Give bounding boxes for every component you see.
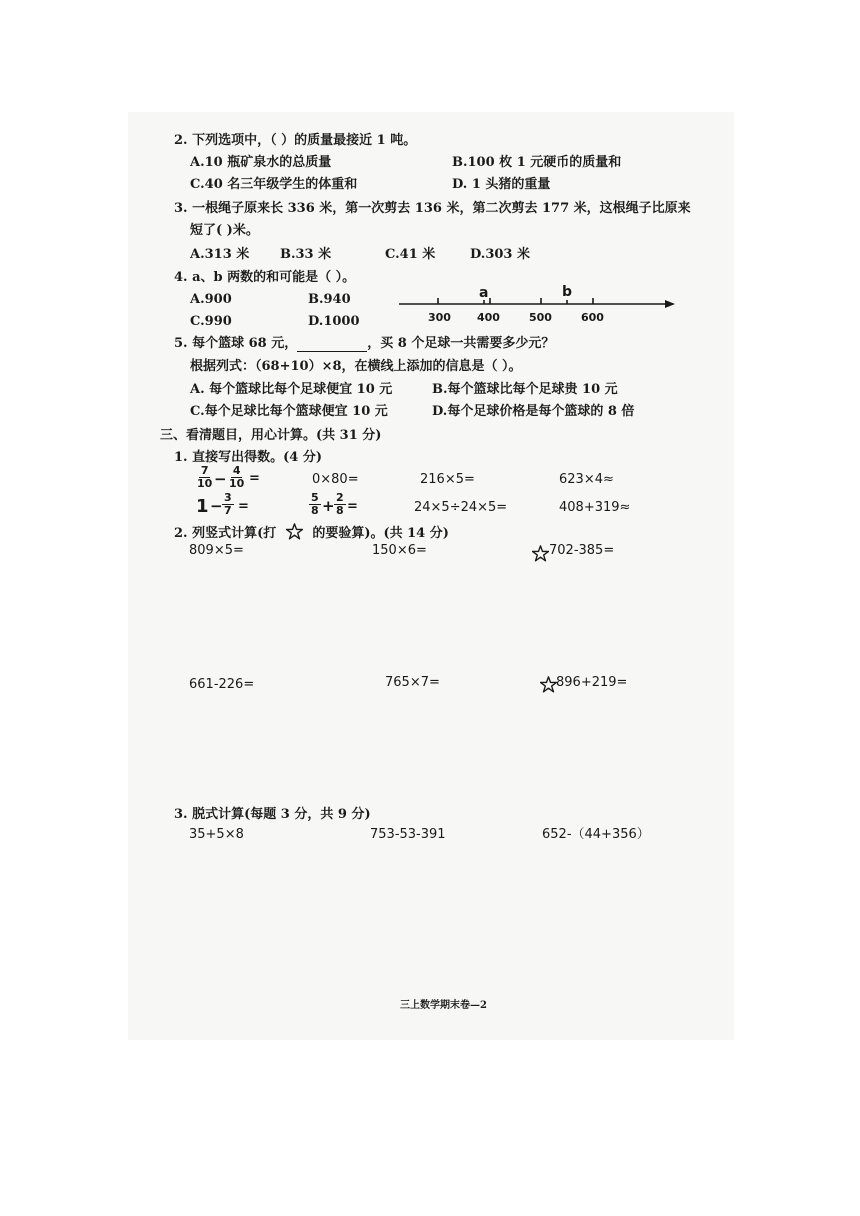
tick-label-600: 600 [581, 311, 604, 324]
fraction-denominator: 7 [224, 504, 232, 517]
number-line [395, 285, 680, 311]
fraction-numerator: 5 [311, 491, 319, 504]
q3-option-a: A.313 米 [190, 247, 250, 262]
fraction-3-7 [222, 492, 234, 517]
part2-title-post: 的要验算)。(共 14 分) [312, 526, 449, 541]
tick-label-500: 500 [529, 311, 552, 324]
q2-option-d: D. 1 头猪的重量 [452, 177, 551, 192]
q4-option-d: D.1000 [308, 314, 360, 329]
q3-stem-line1: 3. 一根绳子原来长 336 米，第一次剪去 136 米，第二次剪去 177 米，这根绳子比原来 [174, 201, 691, 216]
minus-sign: − [214, 470, 227, 488]
q5-stem-pre: 5. 每个篮球 68 元， [174, 336, 298, 351]
calc-216x5: 216×5= [420, 472, 475, 487]
equals-sign: = [238, 499, 249, 514]
vertical-calc-896-plus-219: 896+219= [556, 675, 628, 690]
star-icon [286, 523, 303, 540]
fraction-numerator: 2 [336, 491, 344, 504]
step-calc-3: 652-（44+356） [542, 827, 650, 842]
q5-option-a: A. 每个篮球比每个足球便宜 10 元 [190, 382, 393, 397]
q5-option-b: B.每个篮球比每个足球贵 10 元 [432, 382, 618, 397]
step-calc-2: 753-53-391 [370, 827, 446, 842]
tick-label-400: 400 [477, 311, 500, 324]
fraction-4-10 [227, 465, 246, 490]
vertical-calc-765x7: 765×7= [385, 675, 440, 690]
fraction-5-8 [309, 492, 321, 517]
calc-24x5-div-24x5: 24×5÷24×5= [414, 500, 508, 515]
fraction-denominator: 10 [229, 477, 245, 490]
q2-option-a: A.10 瓶矿泉水的总质量 [190, 155, 332, 170]
vertical-calc-150x6: 150×6= [372, 543, 427, 558]
q4-stem: 4. a、b 两数的和可能是（ ）。 [174, 270, 356, 285]
q2-stem: 2. 下列选项中，（ ）的质量最接近 1 吨。 [174, 133, 417, 148]
q5-answer-blank [297, 339, 367, 352]
q5-stem-post: ，买 8 个足球一共需要多少元？ [367, 336, 555, 351]
fraction-7-10 [195, 465, 214, 490]
page-footer: 三上数学期末卷—2 [400, 1000, 487, 1011]
q2-option-b: B.100 枚 1 元硬币的质量和 [452, 155, 622, 170]
number-one: 1 [196, 496, 209, 517]
q3-option-d: D.303 米 [470, 247, 530, 262]
fraction-numerator: 3 [224, 491, 232, 504]
part2-title [174, 523, 449, 542]
step-calc-1: 35+5×8 [189, 827, 244, 842]
point-b-label: b [562, 284, 573, 300]
fraction-2-8 [334, 492, 346, 517]
vertical-calc-809x5: 809×5= [189, 543, 244, 558]
star-icon [540, 676, 557, 693]
calc-0x80: 0×80= [312, 472, 359, 487]
q3-stem-line2: 短了( )米。 [190, 223, 259, 238]
star-icon [532, 545, 549, 562]
plus-sign: + [322, 497, 335, 515]
vertical-calc-661-226: 661-226= [189, 677, 255, 692]
q4-option-b: B.940 [308, 292, 351, 307]
tick-label-300: 300 [428, 311, 451, 324]
equals-sign: = [249, 471, 260, 486]
part1-title: 1. 直接写出得数。(4 分) [174, 450, 322, 465]
vertical-calc-702-385: 702-385= [549, 543, 615, 558]
fraction-denominator: 10 [197, 477, 213, 490]
q5-option-c: C.每个足球比每个篮球便宜 10 元 [190, 404, 388, 419]
fraction-denominator: 8 [311, 504, 319, 517]
fraction-numerator: 4 [232, 464, 241, 477]
q5-formula: 根据列式：（68+10）×8，在横线上添加的信息是（ ）。 [190, 359, 522, 374]
part2-title-pre: 2. 列竖式计算(打 [174, 526, 277, 541]
part3-title: 3. 脱式计算(每题 3 分，共 9 分) [174, 807, 371, 822]
minus-sign: − [210, 497, 223, 515]
q5-option-d: D.每个足球价格是每个篮球的 8 倍 [432, 404, 635, 419]
q2-option-c: C.40 名三年级学生的体重和 [190, 177, 358, 192]
calc-408-plus-319: 408+319≈ [559, 500, 631, 515]
q3-option-b: B.33 米 [280, 247, 332, 262]
fraction-denominator: 8 [336, 504, 344, 517]
q4-option-c: C.990 [190, 314, 232, 329]
section3-title: 三、看清题目，用心计算。(共 31 分) [160, 428, 382, 443]
q4-option-a: A.900 [190, 292, 232, 307]
point-a-label: a [479, 285, 489, 301]
q3-option-c: C.41 米 [385, 247, 436, 262]
number-line-arrow [665, 300, 675, 308]
equals-sign: = [347, 499, 358, 514]
calc-623x4: 623×4≈ [559, 472, 614, 487]
fraction-numerator: 7 [200, 464, 209, 477]
q5-stem [174, 336, 554, 352]
